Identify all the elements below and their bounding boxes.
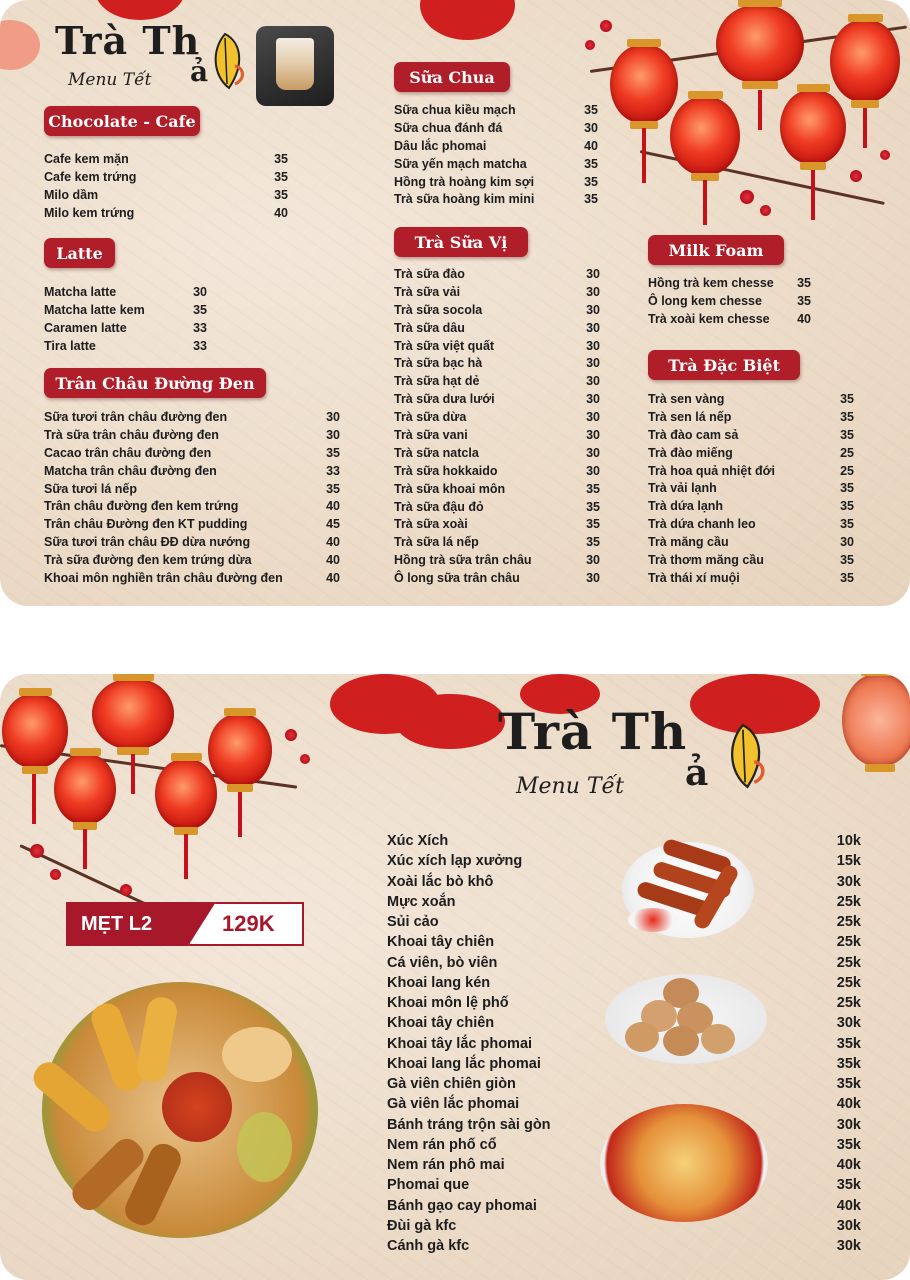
- item-price: 10k: [836, 833, 861, 849]
- menu-item: [44, 169, 288, 187]
- item-name: Milo kem trứng: [44, 205, 135, 220]
- item-price: 35: [840, 499, 854, 514]
- item-price: 35: [840, 481, 854, 496]
- sua-chua-list: [394, 102, 598, 209]
- blossom: [585, 40, 595, 50]
- menu-item: [394, 320, 600, 338]
- red-cloud-decoration: [395, 694, 505, 749]
- item-name: Trà sữa hạt dẻ: [394, 374, 480, 389]
- item-price: 25k: [836, 893, 861, 910]
- item-price: 30k: [836, 1015, 861, 1032]
- item-price: 40: [326, 499, 340, 514]
- latte-list: [44, 284, 207, 356]
- item-name: Sữa chua kiều mạch: [394, 103, 516, 117]
- brand-accent-letter: ả: [685, 752, 709, 794]
- promo-label: MẸT L2: [81, 913, 153, 935]
- item-name: Trà sữa khoai môn: [394, 481, 506, 496]
- item-name: Khoai tây lắc phomai: [387, 1035, 533, 1052]
- blossom: [740, 190, 754, 204]
- item-name: Bánh tráng trộn sài gòn: [387, 1116, 551, 1133]
- menu-item: [648, 463, 854, 481]
- menu-item: [648, 480, 854, 498]
- item-price: 35: [274, 187, 288, 202]
- menu-item: [387, 831, 861, 851]
- item-name: Ô long sữa trân châu: [394, 571, 520, 586]
- item-name: Trà sữa đường đen kem trứng dừa: [44, 553, 252, 568]
- item-price: 30: [586, 428, 600, 443]
- lantern-icon: [842, 674, 910, 766]
- item-price: 15k: [836, 853, 861, 870]
- brand-accent-letter: ả: [190, 55, 209, 88]
- category-tran-chau: Trân Châu Đường Đen: [44, 368, 266, 398]
- menu-item: [648, 552, 854, 570]
- item-price: 30k: [836, 873, 861, 890]
- lantern-icon: [54, 754, 116, 824]
- item-price: 35: [840, 409, 854, 424]
- menu-item: [394, 391, 600, 409]
- menu-item: [44, 481, 340, 499]
- menu-item: [394, 534, 600, 552]
- menu-item: [387, 1216, 861, 1236]
- item-price: 35: [326, 481, 340, 496]
- menu-item: [648, 427, 854, 445]
- tra-dac-biet-list: [648, 391, 854, 588]
- menu-item: [648, 570, 854, 588]
- menu-item: [394, 156, 598, 174]
- item-name: Trà măng cầu: [648, 535, 729, 550]
- item-price: 40: [326, 571, 340, 586]
- blossom: [850, 170, 862, 182]
- menu-item: [394, 570, 600, 588]
- item-name: Sữa yến mạch matcha: [394, 156, 527, 171]
- item-name: Khoai môn lệ phố: [387, 995, 509, 1011]
- lantern-icon: [780, 90, 846, 164]
- menu-item: [394, 463, 600, 481]
- item-name: Sữa chua đánh đá: [394, 120, 503, 135]
- item-price: 35: [840, 553, 854, 568]
- item-name: Matcha latte kem: [44, 302, 145, 317]
- menu-item: [44, 427, 340, 445]
- menu-item: [394, 120, 598, 138]
- item-name: Trà dứa chanh leo: [648, 517, 756, 532]
- menu-item: [648, 445, 854, 463]
- item-name: Trà sữa dâu: [394, 320, 465, 335]
- item-price: 30: [840, 535, 854, 550]
- item-name: Trà vải lạnh: [648, 481, 717, 496]
- menu-item: [44, 187, 288, 205]
- item-price: 35: [797, 293, 811, 308]
- menu-item: [44, 516, 340, 534]
- category-tra-sua-vi: Trà Sữa Vị: [394, 227, 528, 257]
- item-name: Dâu lắc phomai: [394, 138, 487, 153]
- item-name: Tira latte: [44, 338, 96, 353]
- item-name: Cá viên, bò viên: [387, 954, 498, 971]
- menu-item: [394, 427, 600, 445]
- item-price: 25k: [836, 995, 861, 1011]
- lantern-icon: [92, 679, 174, 749]
- item-name: Khoai tây chiên: [387, 934, 495, 951]
- lantern-icon: [610, 45, 678, 123]
- item-name: Nem rán phô mai: [387, 1157, 505, 1173]
- leaf-logo-icon: [720, 718, 768, 794]
- menu-item: [44, 570, 340, 588]
- menu-item: [394, 138, 598, 156]
- item-price: 30k: [836, 1217, 861, 1234]
- blossom: [120, 884, 132, 896]
- menu-item: [44, 534, 340, 552]
- item-name: Khoai lang lắc phomai: [387, 1055, 541, 1072]
- item-price: 30: [584, 120, 598, 135]
- item-price: 33: [193, 338, 207, 353]
- promo-price: 129K: [222, 911, 275, 936]
- item-name: Trà sen vàng: [648, 392, 725, 406]
- menu-item: [387, 1074, 861, 1094]
- item-name: Matcha latte: [44, 285, 117, 299]
- item-name: Xúc xích lạp xưởng: [387, 853, 523, 870]
- menu-item: [394, 409, 600, 427]
- item-price: 33: [326, 463, 340, 478]
- blossom: [760, 205, 771, 216]
- drinks-menu-card: [0, 0, 910, 606]
- item-price: 30: [586, 267, 600, 281]
- item-price: 35k: [836, 1136, 861, 1153]
- item-name: Cánh gà kfc: [387, 1238, 470, 1254]
- menu-item: [44, 320, 207, 338]
- lantern-icon: [830, 20, 900, 102]
- item-price: 35: [586, 481, 600, 496]
- item-name: Trà sữa việt quất: [394, 338, 495, 353]
- item-name: Gà viên chiên giòn: [387, 1076, 516, 1092]
- menu-item: [44, 205, 288, 223]
- item-name: Mực xoắn: [387, 893, 456, 910]
- menu-item: [44, 445, 340, 463]
- tran-chau-list: [44, 409, 340, 588]
- menu-item: [387, 953, 861, 973]
- platter-photo: [42, 982, 318, 1238]
- lantern-tassel: [131, 754, 135, 794]
- item-name: Trà sữa vải: [394, 284, 461, 299]
- menu-item: [648, 391, 854, 409]
- item-price: 35: [840, 517, 854, 532]
- menu-item: [394, 191, 598, 209]
- item-price: 40: [274, 205, 288, 220]
- menu-item: [394, 174, 598, 192]
- menu-item: [394, 284, 600, 302]
- item-name: Trà sữa bạc hà: [394, 356, 483, 371]
- item-price: 25: [840, 463, 854, 478]
- item-price: 30: [586, 553, 600, 568]
- item-price: 40k: [836, 1157, 861, 1173]
- item-price: 40: [326, 535, 340, 550]
- item-name: Khoai lang kén: [387, 974, 491, 991]
- item-price: 30: [586, 356, 600, 371]
- category-sua-chua: Sữa Chua: [394, 62, 510, 92]
- menu-item: [44, 302, 207, 320]
- item-name: Trà sữa hoàng kim mini: [394, 192, 535, 207]
- menu-item: [394, 481, 600, 499]
- item-price: 30: [586, 392, 600, 407]
- item-price: 40k: [836, 1096, 861, 1113]
- item-name: Hồng trà hoàng kim sợi: [394, 174, 535, 189]
- milk-foam-list: [648, 275, 811, 329]
- item-name: Sữa tươi trân châu đường đen: [44, 410, 228, 424]
- brand-name: Trà Th: [498, 702, 688, 761]
- item-name: Trà sữa hokkaido: [394, 463, 498, 478]
- coffee-photo: [256, 26, 334, 106]
- item-name: Trà sữa lá nếp: [394, 535, 479, 550]
- item-price: 35: [274, 152, 288, 166]
- menu-item: [648, 275, 811, 293]
- item-name: Đùi gà kfc: [387, 1217, 457, 1234]
- lantern-tassel: [703, 180, 707, 225]
- item-price: 35: [274, 169, 288, 184]
- item-name: Trà sữa socola: [394, 302, 483, 317]
- menu-item: [394, 355, 600, 373]
- menu-item: [648, 516, 854, 534]
- item-price: 35k: [836, 1055, 861, 1072]
- item-price: 35: [584, 103, 598, 117]
- category-latte: Latte: [44, 238, 115, 268]
- item-name: Khoai tây chiên: [387, 1015, 495, 1032]
- item-price: 35k: [836, 1076, 861, 1092]
- item-name: Trà sữa dưa lưới: [394, 392, 495, 407]
- menu-item: [387, 851, 861, 871]
- item-name: Trà thái xí muội: [648, 570, 740, 585]
- menu-item: [394, 266, 600, 284]
- menu-item: [648, 498, 854, 516]
- blossom: [300, 754, 310, 764]
- item-price: 30: [586, 374, 600, 389]
- menu-item: [394, 499, 600, 517]
- item-price: 35: [586, 535, 600, 550]
- menu-item: [394, 302, 600, 320]
- lantern-tassel: [758, 90, 762, 130]
- lantern-tassel: [32, 774, 36, 824]
- lantern-tassel: [642, 128, 646, 183]
- menu-item: [387, 932, 861, 952]
- item-price: 35: [326, 445, 340, 460]
- item-name: Milo dầm: [44, 187, 99, 202]
- blossom: [600, 20, 612, 32]
- lantern-icon: [155, 759, 217, 829]
- menu-item: [648, 311, 811, 329]
- item-name: Trà sữa dừa: [394, 410, 467, 425]
- menu-item: [44, 284, 207, 302]
- item-name: Hồng trà kem chesse: [648, 276, 774, 290]
- item-price: 33: [193, 320, 207, 335]
- item-name: Gà viên lắc phomai: [387, 1096, 520, 1113]
- menu-item: [44, 338, 207, 356]
- menu-item: [648, 409, 854, 427]
- item-price: 30: [586, 463, 600, 478]
- menu-item: [648, 534, 854, 552]
- menu-item: [44, 552, 340, 570]
- item-name: Matcha trân châu đường đen: [44, 463, 217, 478]
- item-price: 35: [797, 276, 811, 290]
- category-milk-foam: Milk Foam: [648, 235, 784, 265]
- item-name: Phomai que: [387, 1177, 470, 1194]
- blossom: [285, 729, 297, 741]
- item-name: Bánh gạo cay phomai: [387, 1197, 537, 1214]
- item-price: 30: [193, 285, 207, 299]
- item-name: Trân châu đường đen kem trứng: [44, 499, 239, 514]
- item-name: Trà thơm măng cầu: [648, 553, 764, 568]
- item-price: 30k: [836, 1116, 861, 1133]
- menu-item: [394, 102, 598, 120]
- item-price: 35k: [836, 1177, 861, 1194]
- item-name: Trà xoài kem chesse: [648, 311, 770, 326]
- menu-item: [44, 463, 340, 481]
- menu-item: [44, 498, 340, 516]
- menu-item: [387, 1094, 861, 1114]
- item-price: 25k: [836, 914, 861, 930]
- item-price: 30: [586, 445, 600, 460]
- blossom: [50, 869, 61, 880]
- item-name: Trân châu Đường đen KT pudding: [44, 517, 248, 532]
- lantern-icon: [670, 97, 740, 175]
- item-name: Trà sữa natcla: [394, 445, 479, 460]
- item-name: Sữa tươi trân châu ĐĐ dừa nướng: [44, 535, 251, 550]
- item-price: 40: [326, 553, 340, 568]
- menu-item: [394, 552, 600, 570]
- item-price: 30: [586, 410, 600, 425]
- item-name: Trà dứa lạnh: [648, 499, 724, 514]
- item-name: Trà sữa đào: [394, 267, 465, 281]
- menu-item: [44, 409, 340, 427]
- leaf-logo-icon: [205, 30, 247, 92]
- item-name: Ô long kem chesse: [648, 293, 762, 308]
- menu-item: [394, 516, 600, 534]
- item-name: Trà sữa trân châu đường đen: [44, 427, 219, 442]
- menu-item: [387, 1236, 861, 1256]
- item-price: 25: [840, 445, 854, 460]
- item-price: 25k: [836, 934, 861, 951]
- promo-banner: [66, 902, 304, 946]
- item-price: 40k: [836, 1197, 861, 1214]
- item-price: 30: [586, 338, 600, 353]
- chocolate-cafe-list: [44, 151, 288, 223]
- brand-subtitle: Menu Tết: [68, 70, 152, 90]
- item-price: 35: [584, 174, 598, 189]
- item-price: 35: [840, 392, 854, 406]
- item-price: 30: [586, 320, 600, 335]
- lantern-icon: [716, 5, 804, 83]
- item-price: 30: [326, 410, 340, 424]
- item-price: 35: [840, 427, 854, 442]
- lantern-tassel: [184, 834, 188, 879]
- fried-balls-photo: [605, 974, 767, 1064]
- item-name: Cafe kem mặn: [44, 152, 129, 166]
- item-price: 35: [586, 517, 600, 532]
- item-price: 30k: [836, 1238, 861, 1254]
- item-name: Xoài lắc bò khô: [387, 873, 494, 890]
- lantern-tassel: [863, 108, 867, 148]
- item-price: 30: [586, 302, 600, 317]
- lantern-tassel: [238, 792, 242, 837]
- item-name: Trà sữa xoài: [394, 517, 468, 532]
- item-name: Trà đào miếng: [648, 445, 733, 460]
- item-price: 35: [584, 192, 598, 207]
- menu-item: [44, 151, 288, 169]
- menu-item: [394, 338, 600, 356]
- item-price: 30: [586, 284, 600, 299]
- item-price: 40: [584, 138, 598, 153]
- sausage-photo: [622, 842, 754, 938]
- item-name: Nem rán phố cổ: [387, 1136, 497, 1153]
- category-chocolate-cafe: Chocolate - Cafe: [44, 106, 200, 136]
- brand-subtitle: Menu Tết: [516, 774, 624, 799]
- item-name: Trà sen lá nếp: [648, 409, 732, 424]
- lantern-tassel: [83, 829, 87, 869]
- item-price: 35k: [836, 1035, 861, 1052]
- item-name: Cafe kem trứng: [44, 169, 137, 184]
- snacks-menu-card: [0, 674, 910, 1280]
- menu-item: [648, 293, 811, 311]
- item-name: Cacao trân châu đường đen: [44, 445, 212, 460]
- item-name: Caramen latte: [44, 320, 127, 335]
- blossom: [30, 844, 44, 858]
- item-name: Trà hoa quả nhiệt đới: [648, 463, 775, 478]
- item-name: Xúc Xích: [387, 833, 449, 849]
- item-name: Trà đào cam sả: [648, 427, 739, 442]
- item-price: 35: [584, 156, 598, 171]
- item-price: 35: [193, 302, 207, 317]
- menu-item: [394, 373, 600, 391]
- item-price: 30: [586, 571, 600, 586]
- item-price: 25k: [836, 974, 861, 991]
- item-name: Trà sữa đậu đỏ: [394, 499, 484, 514]
- menu-item: [387, 1054, 861, 1074]
- item-price: 25k: [836, 954, 861, 971]
- item-name: Khoai môn nghiền trân châu đường đen: [44, 571, 283, 586]
- item-name: Hồng trà sữa trân châu: [394, 553, 532, 568]
- item-name: Sữa tươi lá nếp: [44, 481, 137, 496]
- item-price: 45: [326, 517, 340, 532]
- brand-name: Trà Th: [55, 18, 201, 63]
- menu-item: [394, 445, 600, 463]
- tra-sua-vi-list: [394, 266, 600, 588]
- category-tra-dac-biet: Trà Đặc Biệt: [648, 350, 800, 380]
- blossom: [880, 150, 890, 160]
- lantern-tassel: [811, 170, 815, 220]
- item-price: 35: [840, 570, 854, 585]
- item-price: 40: [797, 311, 811, 326]
- lantern-icon: [208, 714, 272, 786]
- menu-item: [387, 912, 861, 932]
- tteokbokki-photo: [600, 1104, 768, 1222]
- item-price: 35: [586, 499, 600, 514]
- item-name: Trà sữa vani: [394, 428, 468, 443]
- item-name: Sủi cảo: [387, 914, 439, 930]
- item-price: 30: [326, 427, 340, 442]
- lantern-icon: [2, 694, 68, 768]
